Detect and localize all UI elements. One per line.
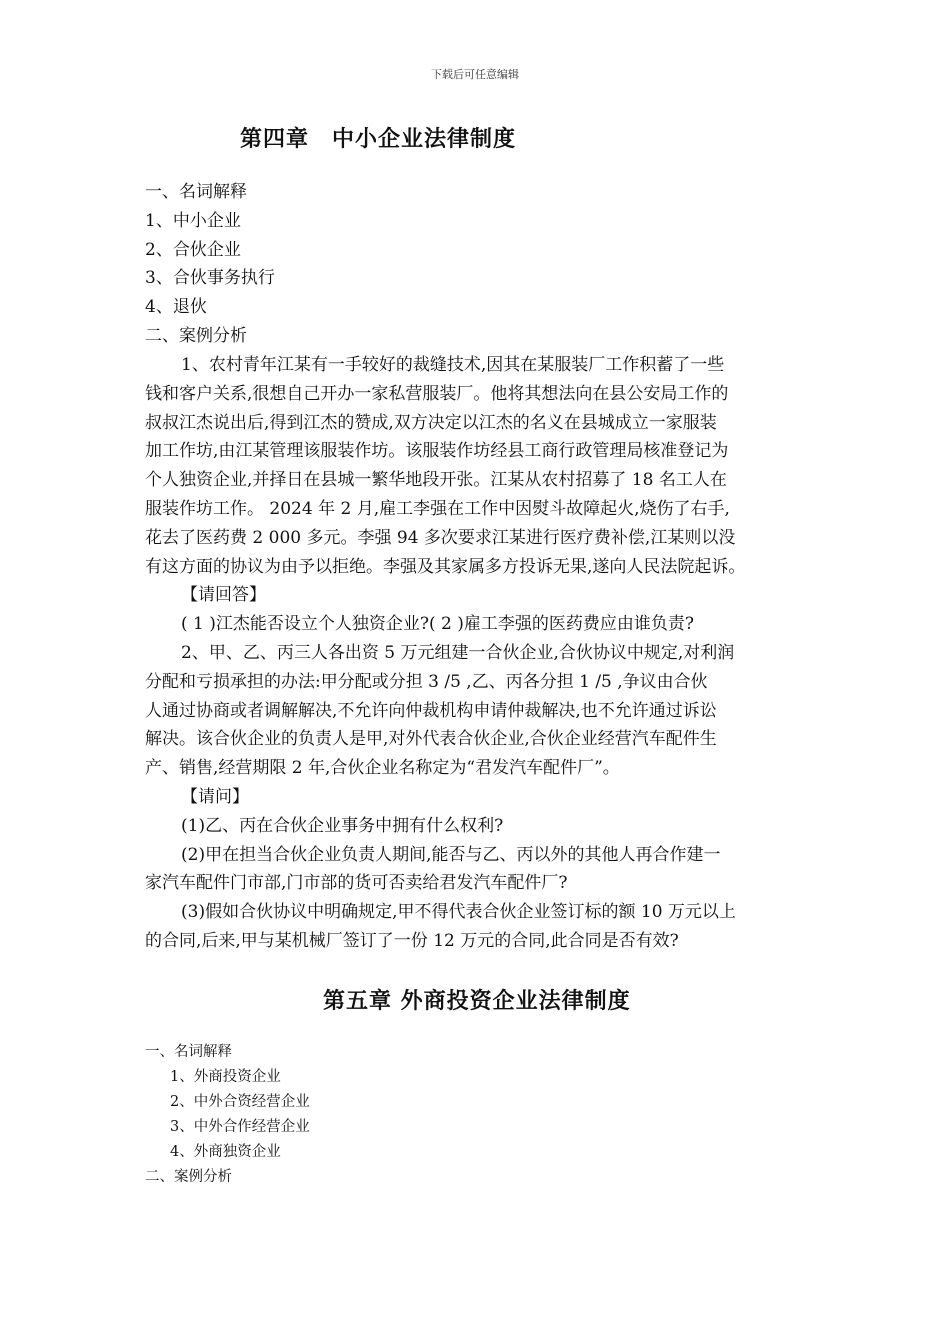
chapter5-title: 第五章 外商投资企业法律制度 [323, 989, 631, 1014]
case2-question: (3)假如合伙协议中明确规定,甲不得代表合伙企业签订标的额 10 万元以上 [181, 902, 736, 923]
case2-line: 产、销售,经营期限 2 年,合伙企业名称定为“君发汽车配件厂”。 [145, 758, 620, 779]
case2-line: 2、甲、乙、丙三人各出资 5 万元组建一合伙企业,合伙协议中规定,对利润 [181, 642, 735, 663]
case1-paragraph [145, 351, 805, 956]
chapter4-case-heading: 二、案例分析 [145, 326, 247, 346]
chapter5-term: 4、外商独资企业 [170, 1144, 281, 1160]
case1-question: ( 1 )江杰能否设立个人独资企业?( 2 )雇工李强的医药费应由谁负责? [181, 614, 695, 635]
chapter4-title: 第四章 中小企业法律制度 [240, 127, 517, 152]
case2-line: 解决。该合伙企业的负责人是甲,对外代表合伙企业,合伙企业经营汽车配件生 [145, 729, 717, 750]
case1-line: 叔叔江杰说出后,得到江杰的赞成,双方决定以江杰的名义在县城成立一家服装 [145, 412, 717, 433]
case2-question: 的合同,后来,甲与某机械厂签订了一份 12 万元的合同,此合同是否有效? [145, 930, 679, 951]
case2-line: 分配和亏损承担的办法:甲分配或分担 3 /5 ,乙、丙各分担 1 /5 ,争议由合伙 [145, 671, 708, 692]
case1-line: 个人独资企业,并择日在县城一繁华地段开张。江某从农村招募了 18 名工人在 [145, 470, 727, 491]
case1-line: 钱和客户关系,很想自己开办一家私营服装厂。他将其想法向在县公安局工作的 [145, 383, 729, 404]
case2-question: (2)甲在担当合伙企业负责人期间,能否与乙、丙以外的其他人再合作建一 [181, 844, 721, 865]
chapter4-terms-heading: 一、名词解释 [145, 182, 247, 202]
case2-line: 人通过协商或者调解解决,不允许向仲裁机构申请仲裁解决,也不允许通过诉讼 [145, 700, 717, 721]
case1-line: 服装作坊工作。 2024 年 2 月,雇工李强在工作中因熨斗故障起火,烧伤了右手, [145, 498, 730, 519]
chapter4-term: 1、中小企业 [145, 211, 241, 231]
chapter5-case-heading: 二、案例分析 [145, 1169, 232, 1185]
case1-line: 有这方面的协议为由予以拒绝。李强及其家属多方投诉无果,遂向人民法院起诉。 [145, 556, 746, 577]
chapter4-term: 2、合伙企业 [145, 240, 241, 260]
chapter5-terms-heading: 一、名词解释 [145, 1044, 232, 1060]
chapter5-term: 2、中外合资经营企业 [170, 1094, 310, 1110]
chapter4-term: 3、合伙事务执行 [145, 268, 275, 288]
case1-line: 花去了医药费 2 000 多元。李强 94 多次要求江某进行医疗费补偿,江某则以没 [145, 527, 736, 548]
case2-question: (1)乙、丙在合伙企业事务中拥有什么权利? [181, 815, 504, 836]
header-note: 下载后可任意编辑 [431, 68, 519, 81]
case2-prompt: 【请问】 [181, 786, 249, 807]
chapter5-term: 3、中外合作经营企业 [170, 1119, 310, 1135]
case1-line: 1、农村青年江某有一手较好的裁缝技术,因其在某服装厂工作积蓄了一些 [181, 355, 725, 375]
case1-prompt: 【请回答】 [181, 585, 266, 606]
chapter5-term: 1、外商投资企业 [170, 1069, 281, 1085]
case1-line: 加工作坊,由江某管理该服装作坊。该服装作坊经县工商行政管理局核准登记为 [145, 441, 729, 462]
chapter4-term: 4、退伙 [145, 297, 207, 317]
case2-question: 家汽车配件门市部,门市部的货可否卖给君发汽车配件厂? [145, 873, 568, 894]
